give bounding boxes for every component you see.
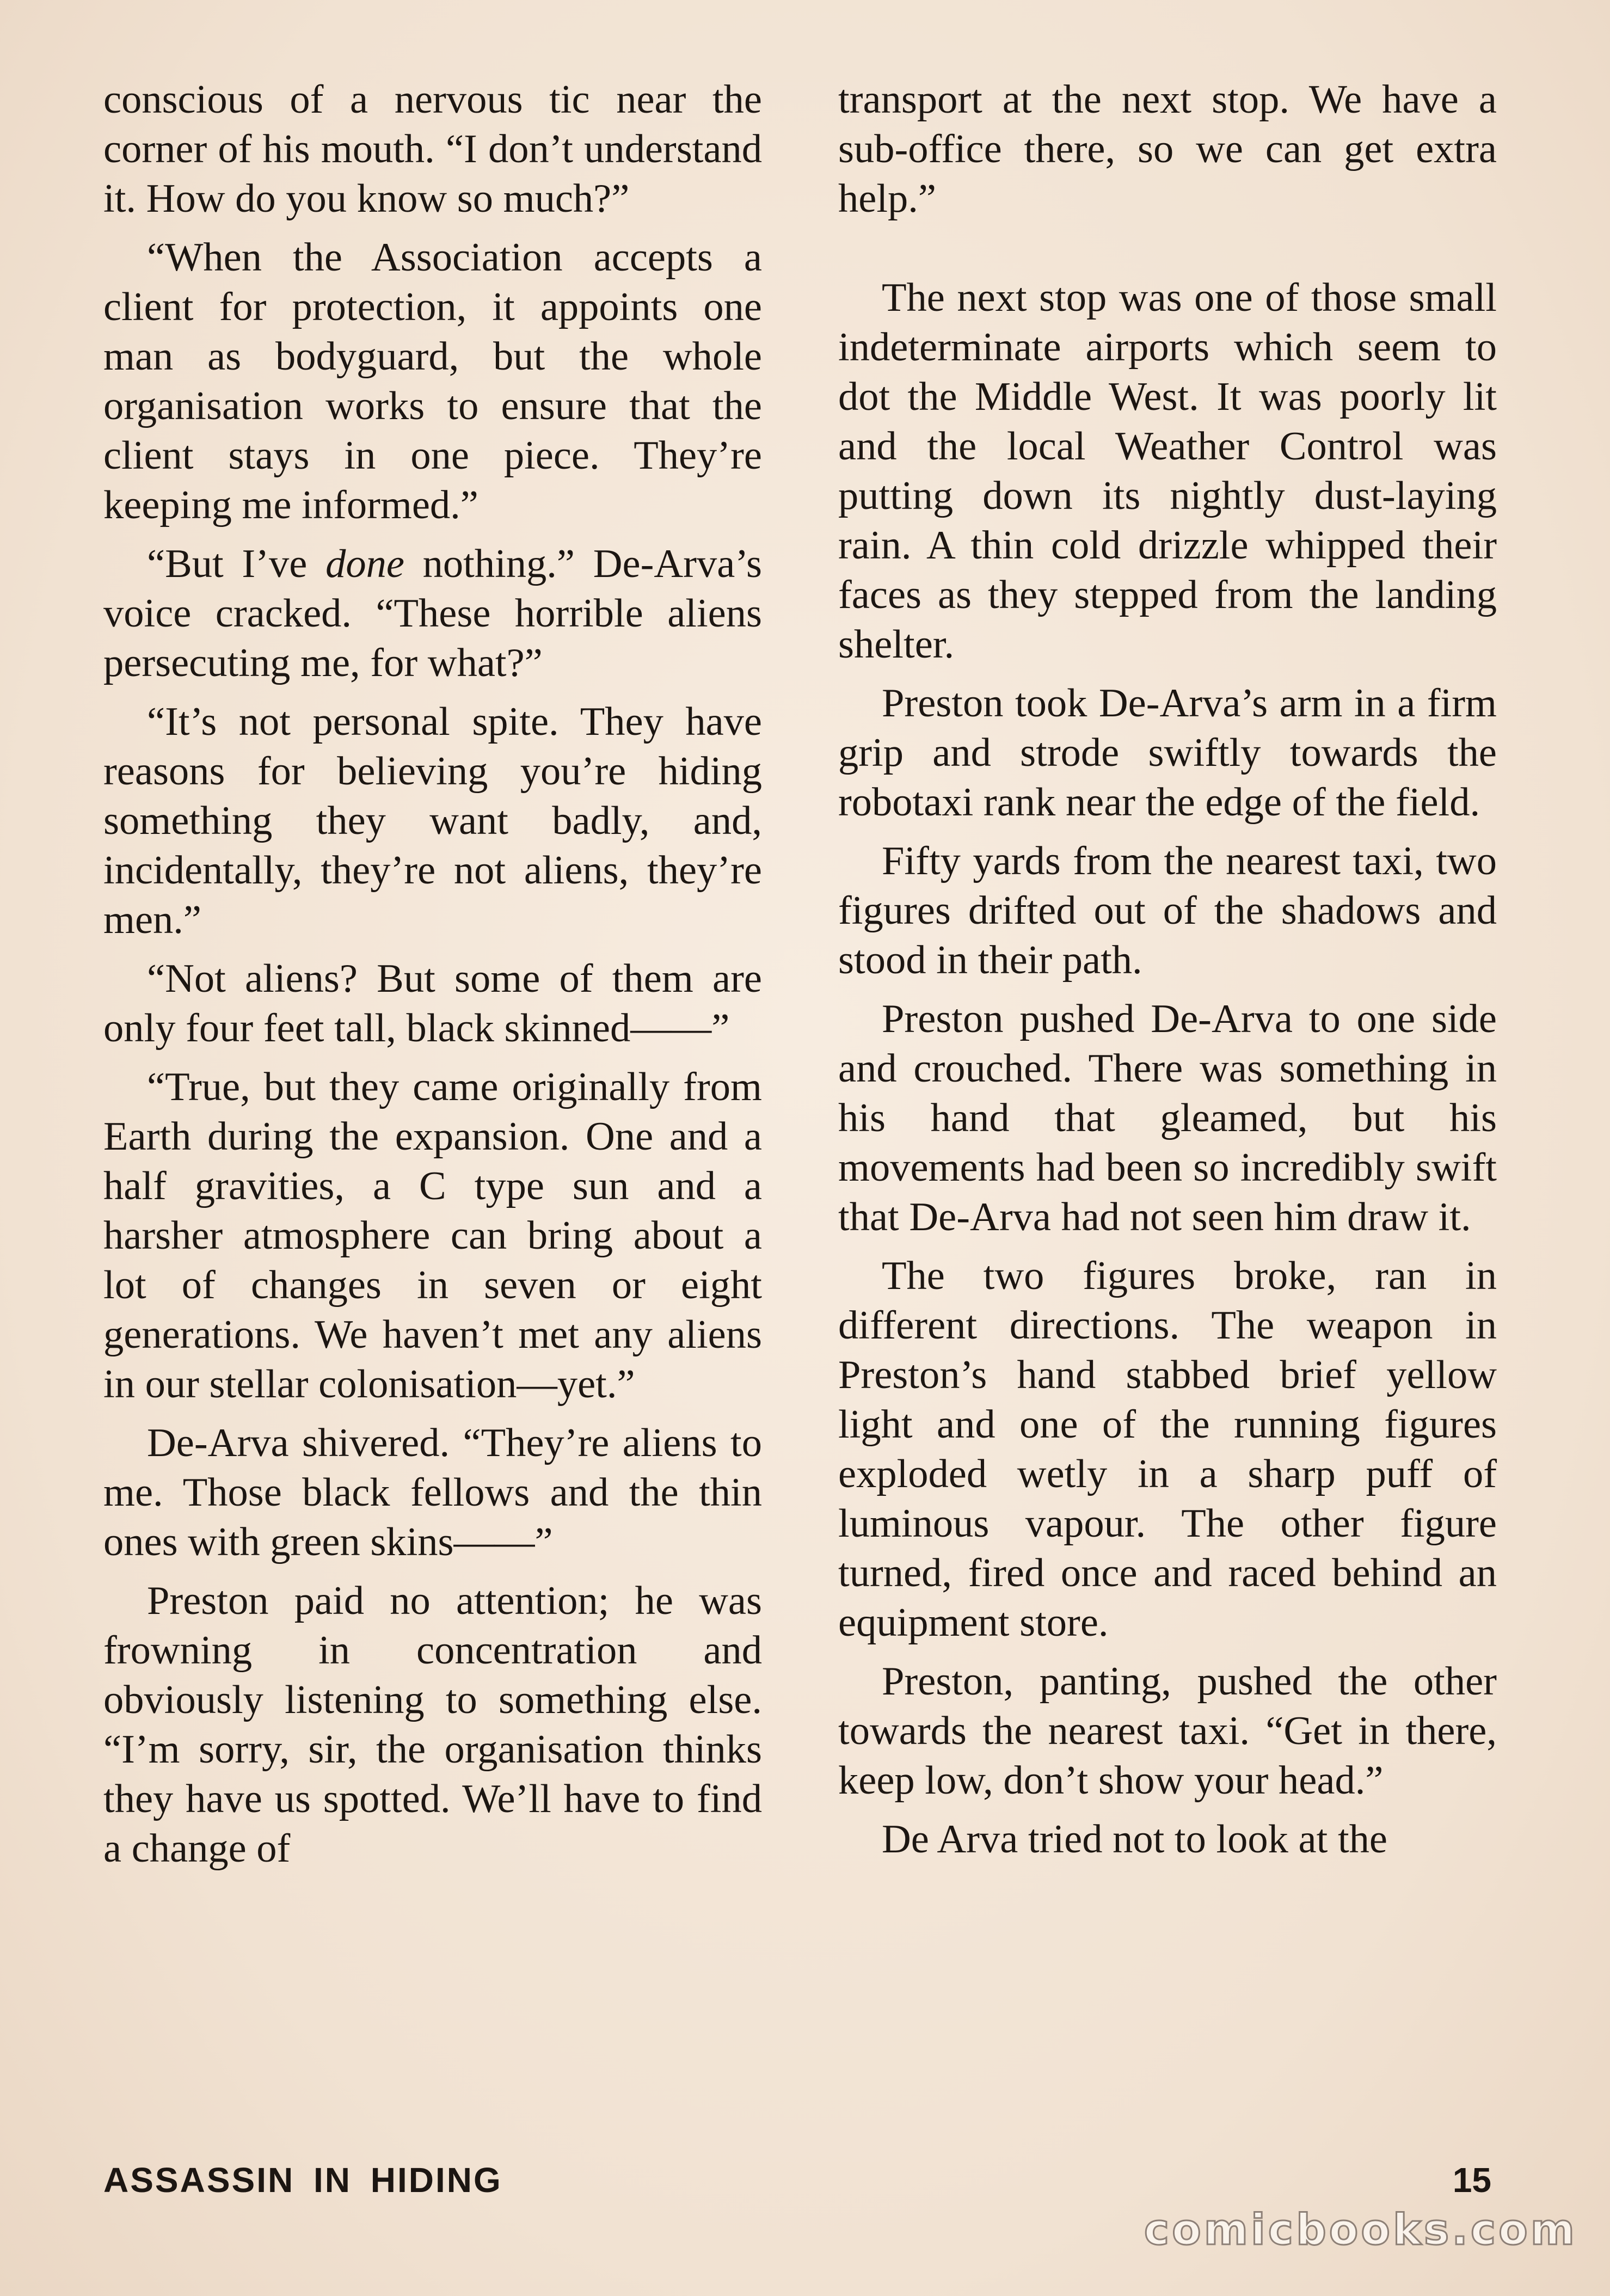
paragraph: “It’s not personal spite. They have reasons for believing you’re hiding something they want badly, and, incidentally, they’re not aliens, they’re men.”: [103, 699, 762, 942]
paragraph: Preston paid no attention; he was frowning in concentration and obviously listening to something else. “I’m sorry, sir, the organisation thinks they have us spotted. We’ll have to find a change of: [103, 1579, 762, 1871]
paragraph: “True, but they came originally from Earth during the expansion. One and a half gravities, a C type sun and a harsher atmosphere can bring about a lot of changes in seven or eight generations. We haven’t met any aliens in our stellar colonisation—yet.”: [103, 1065, 762, 1407]
paragraph: [103, 539, 762, 688]
paragraph: Fifty yards from the nearest taxi, two figures drifted out of the shadows and stood in their path.: [838, 839, 1497, 983]
watermark-logo: comicbooks.com: [1144, 2206, 1577, 2255]
running-title: ASSASSIN IN HIDING: [103, 2160, 502, 2200]
paragraph-text: “But I’ve: [147, 542, 326, 586]
paragraph: De-Arva shivered. “They’re aliens to me. Those black fellows and the thin ones with green skins——”: [103, 1421, 762, 1564]
emphasized-word: done: [325, 542, 404, 586]
paragraph-text: nothing.” De-Arva’s voice cracked. “These horrible aliens persecuting me, for what?”: [103, 542, 762, 685]
paragraph: Preston pushed De-Arva to one side and crouched. There was something in his hand that gleamed, but his movements had been so incredibly swift that De-Arva had not seen him draw it.: [838, 997, 1497, 1239]
paragraph: “When the Association accepts a client for protection, it appoints one man as bodyguard, but the whole organisation works to ensure that the client stays in one piece. They’re keeping me informed.”: [103, 235, 762, 527]
paragraph: Preston, panting, pushed the other towards the nearest taxi. “Get in there, keep low, don’t show your head.”: [838, 1659, 1497, 1803]
paragraph: The two figures broke, ran in different directions. The weapon in Preston’s hand stabbed brief yellow light and one of the running figures exploded wetly in a sharp puff of luminous vapour. The other figure turned, fired once and raced behind an equipment store.: [838, 1254, 1497, 1645]
paragraph: De Arva tried not to look at the: [882, 1817, 1387, 1862]
page-footer: [103, 2156, 1491, 2205]
paragraph: transport at the next stop. We have a sub-office there, so we can get extra help.”: [838, 77, 1497, 221]
text-column-right: [838, 75, 1497, 1864]
paragraph: Preston took De-Arva’s arm in a firm grip and strode swiftly towards the robotaxi rank near the edge of the field.: [838, 681, 1497, 825]
text-column-left: [103, 75, 762, 1874]
paragraph: “Not aliens? But some of them are only four feet tall, black skinned——”: [103, 956, 762, 1051]
paragraph: The next stop was one of those small indeterminate airports which seem to dot the Middle West. It was poorly lit and the local Weather Control was putting down its nightly dust-laying rain. A thin cold drizzle whipped their faces as they stepped from the landing shelter.: [838, 275, 1497, 667]
paragraph: conscious of a nervous tic near the corner of his mouth. “I don’t understand it. How do you know so much?”: [103, 77, 762, 221]
page-number: 15: [1452, 2160, 1491, 2200]
